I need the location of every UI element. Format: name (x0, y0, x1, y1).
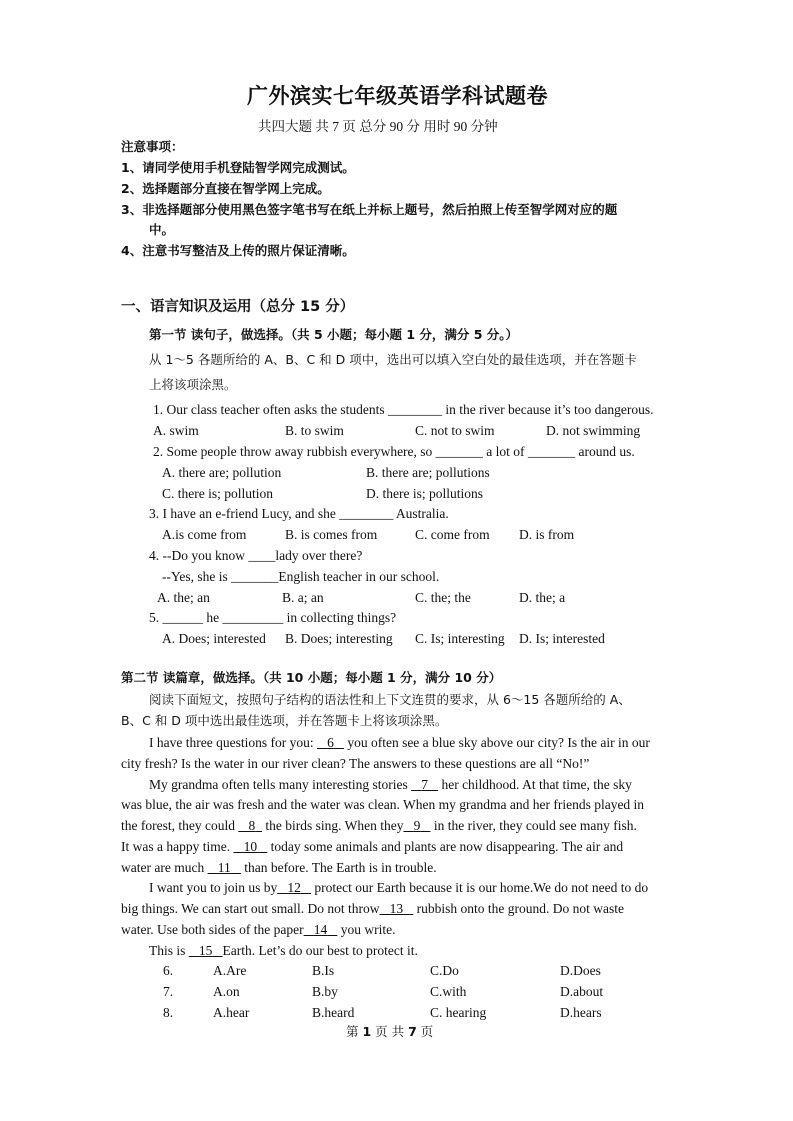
passage-line: It was a happy time. 10 today some animals and plants are now disappearing. The air and (121, 839, 624, 854)
q3-option-b: B. is comes from (285, 527, 378, 542)
exam-info: 共四大题 共 7 页 总分 90 分 用时 90 分钟 (258, 119, 498, 134)
page-title: 广外滨实七年级英语学科试题卷 (247, 84, 548, 108)
passage-line: water are much 11 than before. The Earth is in trouble. (121, 860, 437, 875)
q1-option-b: B. to swim (285, 423, 344, 438)
blank-7: 7 (421, 777, 428, 792)
passage-line: My grandma often tells many interesting stories 7 her childhood. At that time, the sky (149, 777, 632, 792)
blank-6: 6 (327, 735, 334, 750)
option-c: C.Do (430, 963, 459, 978)
blank-9: 9 (413, 818, 421, 833)
q5-option-a: A. Does; interested (162, 631, 266, 646)
blank-10: 10 (243, 839, 258, 854)
page-number: 1 (362, 1024, 372, 1039)
q1-option-c: C. not to swim (415, 423, 495, 438)
option-c: C.with (430, 984, 467, 999)
q4-option-c: C. the; the (415, 590, 471, 605)
q2-option-d: D. there is; pollutions (366, 486, 483, 501)
q5-option-c: C. Is; interesting (415, 631, 505, 646)
q2-option-b: B. there are; pollutions (366, 465, 490, 480)
q3-option-c: C. come from (415, 527, 490, 542)
note-item: 1、请同学使用手机登陆智学网完成测试。 (121, 160, 355, 175)
option-a: A.on (213, 984, 240, 999)
passage-line: I have three questions for you: 6 you often see a blue sky above our city? Is the air in our (149, 735, 650, 750)
page-total: 7 (408, 1024, 417, 1039)
option-d: D.Does (560, 963, 601, 978)
notes-heading: 注意事项： (121, 139, 184, 154)
question-1: 1. Our class teacher often asks the students ________ in the river because it’s too dangerous. (153, 402, 654, 417)
passage-line: big things. We can start out small. Do not throw 13 rubbish onto the ground. Do not waste (121, 901, 624, 916)
blank-12: 12 (287, 880, 301, 895)
blank-11: 11 (217, 860, 231, 875)
question-5: 5. ______ he _________ in collecting things? (149, 610, 397, 625)
option-b: B.by (312, 984, 338, 999)
option-c: C. hearing (430, 1005, 487, 1020)
option-a: A.Are (213, 963, 247, 978)
q4-option-b: B. a; an (282, 590, 324, 605)
option-a: A.hear (213, 1005, 250, 1020)
blank-15: 15 (198, 943, 213, 958)
section1-instruction: 上将该项涂黑。 (149, 377, 237, 392)
question-4-line2: --Yes, she is _______English teacher in our school. (162, 569, 440, 584)
q1-option-a: A. swim (153, 423, 199, 438)
q2-option-c: C. there is; pollution (162, 486, 273, 501)
passage-line: water. Use both sides of the paper 14 you write. (121, 922, 396, 937)
section2-instruction: 阅读下面短文，按照句子结构的语法性和上下文连贯的要求，从 6～15 各题所给的 A、 (149, 692, 631, 707)
part1-heading: 一、语言知识及运用（总分 15 分） (121, 299, 355, 315)
blank-13: 13 (389, 901, 404, 916)
option-row-number: 8. (163, 1005, 174, 1020)
option-row-number: 6. (163, 963, 174, 978)
q4-option-d: D. the; a (519, 590, 566, 605)
section2-heading: 第二节 读篇章，做选择。（共 10 小题；每小题 1 分，满分 10 分） (121, 670, 502, 685)
blank-14: 14 (313, 922, 328, 937)
blank-8: 8 (248, 818, 256, 833)
note-item-continued: 中。 (149, 222, 175, 237)
option-row-number: 7. (163, 984, 174, 999)
option-b: B.heard (312, 1005, 355, 1020)
question-2: 2. Some people throw away rubbish everywhere, so _______ a lot of _______ around us. (153, 444, 635, 459)
section2-instruction: B、C 和 D 项中选出最佳选项，并在答题卡上将该项涂黑。 (121, 713, 448, 728)
section1-heading: 第一节 读句子，做选择。（共 5 小题；每小题 1 分，满分 5 分。） (149, 327, 519, 342)
option-b: B.Is (312, 963, 335, 978)
passage-line: This is 15 Earth. Let’s do our best to protect it. (149, 943, 418, 958)
note-item: 4、注意书写整洁及上传的照片保证清晰。 (121, 243, 355, 258)
q5-option-b: B. Does; interesting (285, 631, 393, 646)
option-d: D.hears (560, 1005, 602, 1020)
passage-line: the forest, they could 8 the birds sing. When they 9 in the river, they could see many fish. (121, 818, 637, 833)
q4-option-a: A. the; an (157, 590, 210, 605)
q3-option-d: D. is from (519, 527, 575, 542)
q1-option-d: D. not swimming (546, 423, 641, 438)
section1-instruction: 从 1～5 各题所给的 A、B、C 和 D 项中，选出可以填入空白处的最佳选项，并在答题卡 (149, 352, 637, 367)
question-3: 3. I have an e-friend Lucy, and she ________ Australia. (149, 506, 449, 521)
passage-line: was blue, the air was fresh and the water was clean. When my grandma and her friends played in (121, 797, 645, 812)
note-item: 3、非选择题部分使用黑色签字笔书写在纸上并标上题号，然后拍照上传至智学网对应的题 (121, 202, 618, 217)
question-4: 4. --Do you know ____lady over there? (149, 548, 363, 563)
option-d: D.about (560, 984, 604, 999)
q3-option-a: A.is come from (162, 527, 247, 542)
q5-option-d: D. Is; interested (519, 631, 605, 646)
passage-line: I want you to join us by 12 protect our Earth because it is our home.We do not need to do (149, 880, 649, 895)
note-item: 2、选择题部分直接在智学网上完成。 (121, 181, 330, 196)
page-footer: 第 1 页 共 7 页 (346, 1024, 434, 1039)
passage-line: city fresh? Is the water in our river clean? The answers to these questions are all “No!” (121, 756, 590, 771)
q2-option-a: A. there are; pollution (162, 465, 282, 480)
